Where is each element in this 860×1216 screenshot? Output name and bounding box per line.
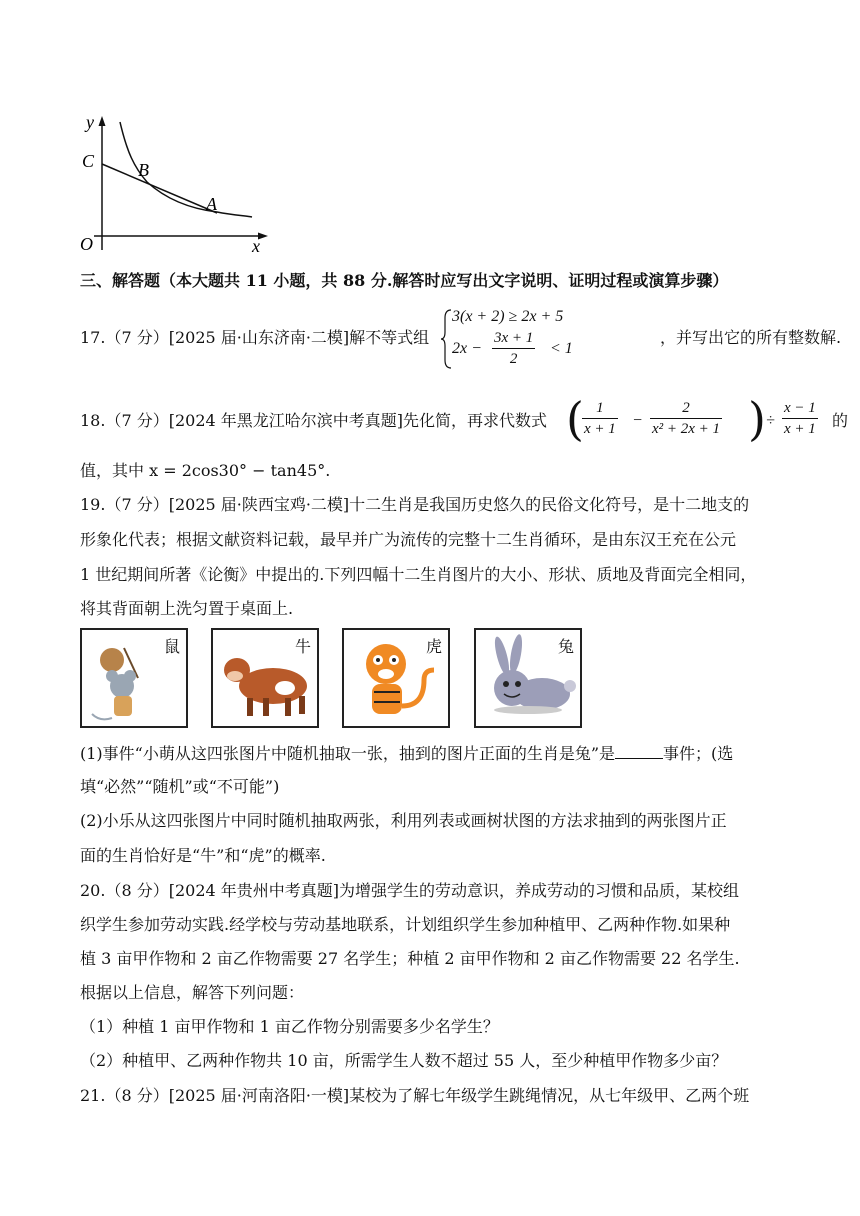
q17-fraction [492,328,535,369]
q18-fraction-2 [650,398,722,439]
q18-fraction-1 [582,398,618,439]
q19-part-1 [80,742,733,765]
q18-line-2: 值，其中 x = 2cos30° − tan45°. [80,461,331,480]
q20-line-3: 植 3 亩甲作物和 2 亩乙作物需要 27 名学生；种植 2 亩甲作物和 2 亩乙作物需要 22 名学生. [80,949,740,968]
q18-f2-den: x² + 2x + 1 [652,421,721,437]
q19-line-2: 形象化代表；根据文献资料记载，最早并广为流传的完整十二生肖循环，是由东汉王充在公元 [80,530,737,549]
label-y: y [86,112,94,132]
q20-line-1: 20.（8 分）[2024 年贵州中考真题]为增强学生的劳动意识，养成劳动的习惯和品质，某校组 [80,881,740,900]
q19-line-3: 1 世纪期间所著《论衡》中提出的.下列四幅十二生肖图片的大小、形状、质地及背面完全相同， [80,565,757,584]
q17-frac-den: 2 [509,351,518,367]
q19-part-2-line-2: 面的生肖恰好是“牛”和“虎”的概率. [80,846,326,865]
q21-line-1: 21.（8 分）[2025 届·河南洛阳·一模]某校为了解七年级学生跳绳情况，从七年级甲、乙两个班 [80,1086,750,1105]
q17-frac-num: 3x + 1 [492,328,535,349]
q18-divide: ÷ [766,412,775,429]
q18-f3-num: x − 1 [782,398,818,419]
left-paren-icon: ( [566,392,584,446]
q19-part-1-line-2: 填“必然”“随机”或“不可能”) [80,777,280,796]
q18-suffix: 的 [832,411,849,430]
q20-line-4: 根据以上信息，解答下列问题： [80,983,305,1002]
q20-line-6: （2）种植甲、乙两种作物共 10 亩，所需学生人数不超过 55 人，至少种植甲作物多少亩？ [80,1051,728,1070]
q17-suffix: ，并写出它的所有整数解. [660,328,842,347]
q18-f2-num: 2 [650,398,722,419]
q20-line-2: 织学生参加劳动实践.经学校与劳动基地联系，计划组织学生参加种植甲、乙两种作物.如果种 [80,915,731,934]
label-b: B [138,160,149,180]
q18-f1-num: 1 [582,398,618,419]
label-c: C [82,151,95,171]
q17-inequality-2-left: 2x − [452,340,482,357]
q19-p1-text-b: 事件；(选 [663,744,734,763]
q19-p1-text-a: (1)事件“小萌从这四张图片中随机抽取一张，抽到的图片正面的生肖是兔”是 [80,744,616,763]
function-graph [72,112,272,254]
card-rat [80,628,188,728]
line-cba [102,164,217,213]
q19-line-4: 将其背面朝上洗匀置于桌面上. [80,599,294,618]
answer-blank[interactable] [615,742,663,759]
q17-inequality-2-right: < 1 [550,340,573,357]
q17-prefix: 17.（7 分）[2025 届·山东济南·二模]解不等式组 [80,328,430,347]
q17-inequality-1: 3(x + 2) ≥ 2x + 5 [452,308,564,325]
card-rabbit [474,628,582,728]
q18-f1-den: x + 1 [584,421,616,437]
label-a: A [206,194,217,214]
q18-fraction-3 [782,398,818,439]
label-x: x [252,236,260,254]
card-ox [211,628,319,728]
card-rabbit-label: 兔 [557,637,574,656]
card-tiger-label: 虎 [425,637,442,656]
q19-line-1: 19.（7 分）[2025 届·陕西宝鸡·二模]十二生肖是我国历史悠久的民俗文化符号，是十二地支的 [80,495,750,514]
q18-prefix: 18.（7 分）[2024 年黑龙江哈尔滨中考真题]先化简，再求代数式 [80,411,548,430]
q19-part-2-line-1: (2)小乐从这四张图片中同时随机抽取两张，利用列表或画树状图的方法求抽到的两张图片正 [80,811,727,830]
q18-f3-den: x + 1 [784,421,816,437]
label-o: O [80,234,93,254]
card-tiger [342,628,450,728]
q20-line-5: （1）种植 1 亩甲作物和 1 亩乙作物分别需要多少名学生？ [80,1017,499,1036]
q18-minus: − [632,412,643,429]
card-ox-label: 牛 [294,637,311,656]
right-paren-icon: ) [748,392,766,446]
section-heading: 三、解答题（本大题共 11 小题，共 88 分.解答时应写出文字说明、证明过程或演算步骤） [80,271,729,290]
card-rat-label: 鼠 [163,637,180,656]
